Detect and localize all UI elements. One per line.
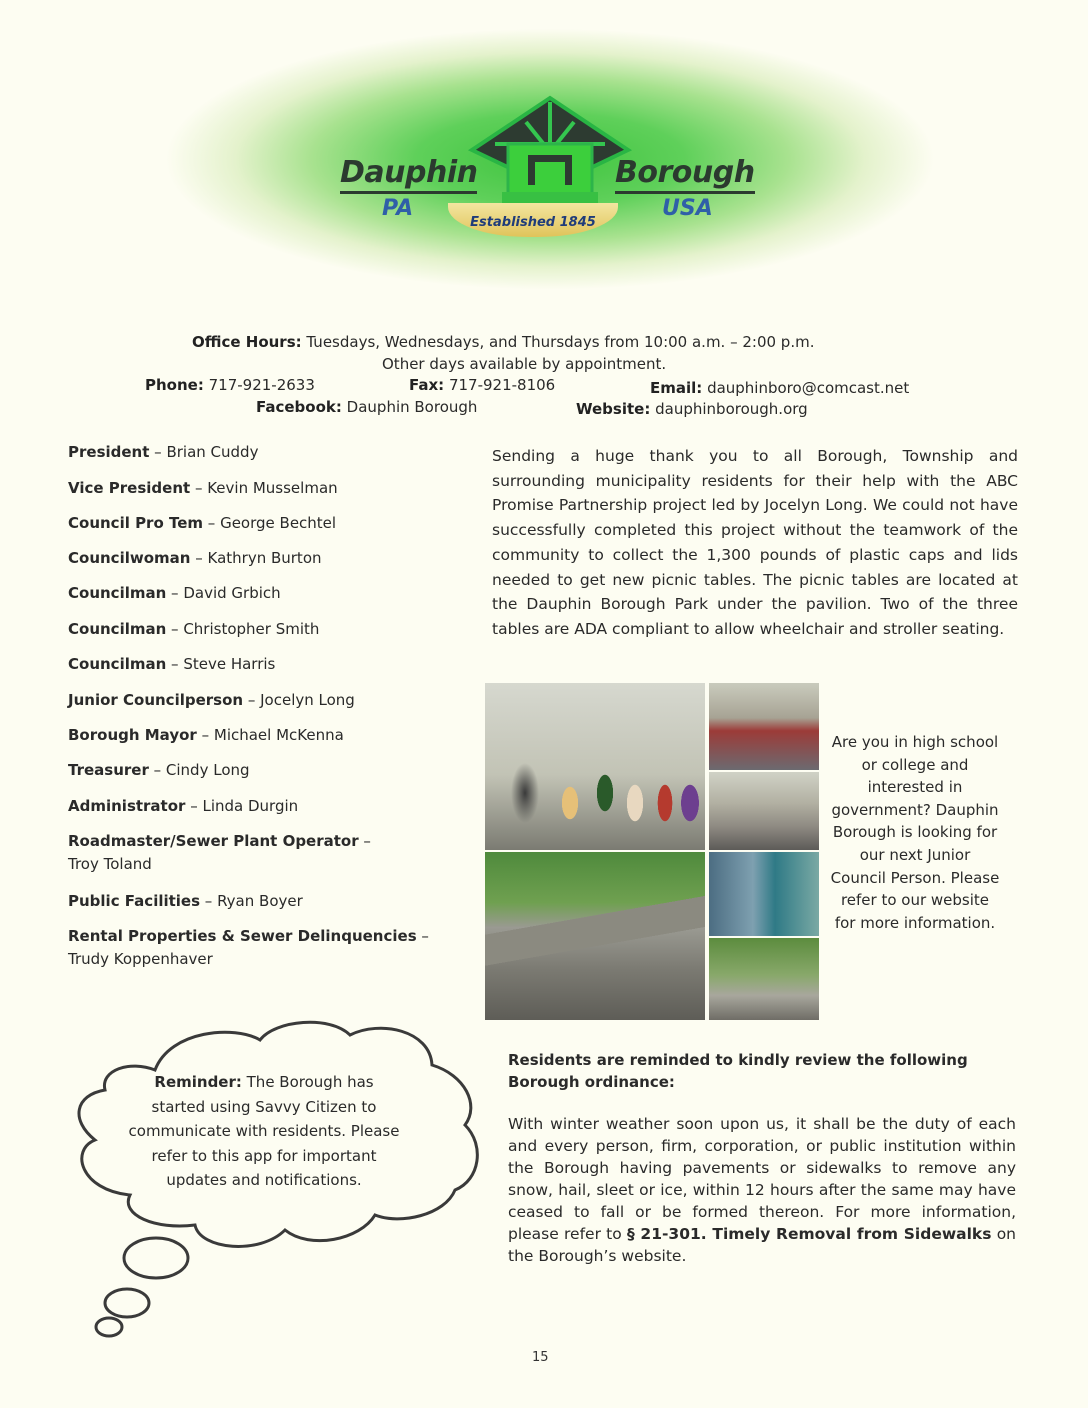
reminder-text <box>128 1070 400 1193</box>
official-council-pro-tem: Council Pro Tem – George Bechtel <box>68 514 337 532</box>
thank-you-paragraph: Sending a huge thank you to all Borough, Township and surrounding municipality residents for their help with the ABC Promise Partnership project led by Jocelyn Long. We could not have successfully completed this project without the teamwork of the community to collect the 1,300 pounds of plastic caps and lids needed to get new picnic tables. The picnic tables are located at the Dauphin Borough Park under the pavilion. Two of the three tables are ADA compliant to allow wheelchair and stroller seating. <box>492 447 1018 638</box>
email-label: Email: <box>650 379 703 397</box>
picnic-table-photo <box>485 852 705 1020</box>
official-administrator: Administrator – Linda Durgin <box>68 797 299 815</box>
volunteers-tables-photo <box>709 772 819 850</box>
volunteer-group-photo <box>485 683 705 850</box>
email-value[interactable]: dauphinboro@comcast.net <box>707 379 910 397</box>
logo-name-right: Borough <box>615 155 755 194</box>
official-treasurer: Treasurer – Cindy Long <box>68 761 250 779</box>
reminder-body: The Borough has started using Savvy Citizen to communicate with residents. Please refer to this app for important updates and notifications. <box>128 1073 400 1190</box>
phone-label: Phone: <box>145 376 204 394</box>
park-bench-photo <box>709 938 819 1020</box>
established-ribbon: Established 1845 <box>448 203 618 237</box>
phone-value: 717-921-2633 <box>208 376 315 394</box>
ordinance-body <box>508 1113 1016 1267</box>
facebook-value: Dauphin Borough <box>346 398 478 416</box>
facebook-label: Facebook: <box>256 398 342 416</box>
official-junior-councilperson: Junior Councilperson – Jocelyn Long <box>68 691 355 709</box>
website <box>576 400 808 418</box>
official-councilwoman: Councilwoman – Kathryn Burton <box>68 549 322 567</box>
office-hours-value: Tuesdays, Wednesdays, and Thursdays from 10:00 a.m. – 2:00 p.m. <box>306 333 815 351</box>
junior-council-notice: Are you in high school or college and interested in government? Dauphin Borough is looking for our next Junior Council Person. Please refer to our website for more information. <box>830 733 1000 932</box>
ordinance-text: With winter weather soon upon us, it shall be the duty of each and every person, firm, corporation, or public institution within the Borough having pavements or sidewalks to remove any snow, hail, sleet or ice, within 12 hours after the same may have ceased to fall or be formed thereon. For more information, please refer to <box>508 1115 1016 1243</box>
website-label: Website: <box>576 400 651 418</box>
official-councilman-3: Councilman – Steve Harris <box>68 655 276 673</box>
ordinance-heading: Residents are reminded to kindly review the following Borough ordinance: <box>508 1051 968 1091</box>
official-councilman-1: Councilman – David Grbich <box>68 584 281 602</box>
official-public-facilities: Public Facilities – Ryan Boyer <box>68 892 303 910</box>
website-value[interactable]: dauphinborough.org <box>655 400 808 418</box>
facebook <box>256 398 477 416</box>
logo-country: USA <box>662 196 713 221</box>
office-hours-label: Office Hours: <box>192 333 302 351</box>
official-president: President – Brian Cuddy <box>68 443 259 461</box>
fax-label: Fax: <box>409 376 445 394</box>
page-number: 15 <box>532 1350 549 1365</box>
reminder-label: Reminder: <box>154 1073 242 1091</box>
pavilion-icon <box>150 20 950 310</box>
official-councilman-2: Councilman – Christopher Smith <box>68 620 320 638</box>
collection-bins-photo <box>709 852 819 936</box>
official-roadmaster: Roadmaster/Sewer Plant Operator – Troy Toland <box>68 832 371 873</box>
ordinance-reference: § 21-301. Timely Removal from Sidewalks <box>626 1225 992 1243</box>
borough-logo <box>150 20 950 310</box>
fax <box>409 376 555 394</box>
fax-value: 717-921-8106 <box>448 376 556 394</box>
phone <box>145 376 315 394</box>
ordinance-text-end: on the Borough’s website. <box>508 1225 1017 1265</box>
official-rental-properties: Rental Properties & Sewer Delinquencies – Trudy Koppenhaver <box>68 927 429 968</box>
official-vice-president: Vice President – Kevin Musselman <box>68 479 338 497</box>
logo-name-left: Dauphin <box>340 155 477 194</box>
logo-state: PA <box>382 196 414 221</box>
sorting-caps-photo <box>709 683 819 770</box>
official-mayor: Borough Mayor – Michael McKenna <box>68 726 344 744</box>
office-hours-line <box>192 333 814 351</box>
email <box>650 379 909 397</box>
other-days-note: Other days available by appointment. <box>382 355 667 373</box>
